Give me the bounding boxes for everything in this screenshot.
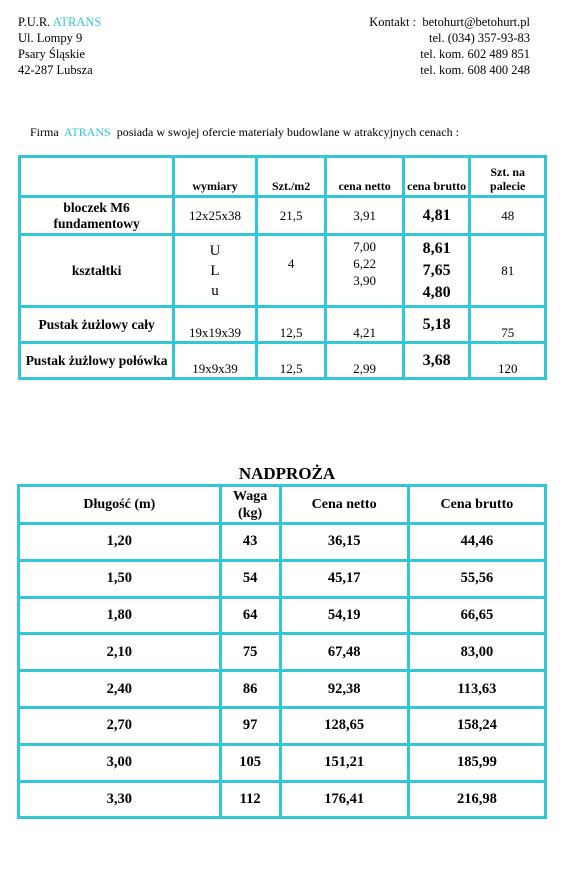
weight-cell: 64 [220, 597, 280, 634]
lintels-table [17, 484, 547, 819]
contact-email-row: Kontakt : betohurt@betohurt.pl [369, 15, 530, 29]
header-cell: Cena brutto [408, 486, 545, 524]
per-m2-cell: 4 [256, 235, 326, 307]
netto-cell: 67,48 [280, 634, 408, 671]
table-row [19, 671, 546, 708]
header-cell: cena netto [326, 157, 403, 197]
email-link[interactable]: betohurt@betohurt.pl [422, 15, 530, 29]
brutto-cell: 44,46 [408, 524, 545, 561]
length-cell: 1,50 [19, 560, 221, 597]
weight-cell: 75 [220, 634, 280, 671]
brutto-cell: 4,81 [403, 197, 470, 235]
netto-cell: 128,65 [280, 707, 408, 744]
table-row [20, 343, 546, 379]
dims-cell: 19x19x39 [174, 307, 257, 343]
netto-cell: 92,38 [280, 671, 408, 708]
dims-cell: 12x25x38 [174, 197, 257, 235]
brutto-cell: 55,56 [408, 560, 545, 597]
length-cell: 1,80 [19, 597, 221, 634]
pallet-cell: 48 [470, 197, 546, 235]
brutto-cell: 185,99 [408, 744, 545, 781]
pallet-cell: 75 [470, 307, 546, 343]
netto-cell: 4,21 [326, 307, 403, 343]
materials-table [18, 155, 547, 380]
table-row [19, 781, 546, 818]
header-cell: wymiary [174, 157, 257, 197]
product-name: bloczek M6 fundamentowy [20, 197, 174, 235]
per-m2-cell: 12,5 [256, 307, 326, 343]
table-row [19, 524, 546, 561]
lintels-body [19, 524, 546, 818]
netto-cell: 3,91 [326, 197, 403, 235]
table-row [20, 307, 546, 343]
header-cell: Długość (m) [19, 486, 221, 524]
brutto-cell: 3,68 [403, 343, 470, 379]
header-cell: Szt./m2 [256, 157, 326, 197]
brutto-cell: 8,61 7,65 4,80 [403, 235, 470, 307]
netto-cell: 176,41 [280, 781, 408, 818]
per-m2-cell: 12,5 [256, 343, 326, 379]
address-line: Psary Śląskie [18, 47, 86, 61]
length-cell: 3,30 [19, 781, 221, 818]
weight-cell: 43 [220, 524, 280, 561]
netto-cell: 54,19 [280, 597, 408, 634]
weight-cell: 86 [220, 671, 280, 708]
length-cell: 3,00 [19, 744, 221, 781]
brutto-cell: 66,65 [408, 597, 545, 634]
header-cell: Waga (kg) [220, 486, 280, 524]
pallet-cell: 120 [470, 343, 546, 379]
length-cell: 2,70 [19, 707, 221, 744]
table-row [20, 197, 546, 235]
header-cell: cena brutto [403, 157, 470, 197]
weight-cell: 54 [220, 560, 280, 597]
table-row [19, 597, 546, 634]
company-block [18, 14, 101, 78]
dims-cell: 19x9x39 [174, 343, 257, 379]
address-line: Ul. Lompy 9 [18, 31, 83, 45]
per-m2-cell: 21,5 [256, 197, 326, 235]
table-row [19, 560, 546, 597]
phone-line: tel. kom. 608 400 248 [420, 63, 530, 77]
brutto-cell: 83,00 [408, 634, 545, 671]
contact-block [369, 14, 530, 78]
length-cell: 2,40 [19, 671, 221, 708]
intro-text: Firma ATRANS posiada w swojej ofercie materiały budowlane w atrakcyjnych cenach : [30, 125, 459, 139]
product-name: Pustak żużlowy połówka [20, 343, 174, 379]
phone-line: tel. (034) 357-93-83 [428, 31, 530, 45]
company-name: P.U.R. ATRANS [18, 15, 102, 29]
header-cell: Cena netto [280, 486, 408, 524]
table-row [19, 634, 546, 671]
netto-cell: 151,21 [280, 744, 408, 781]
dims-cell: U L u [174, 235, 257, 307]
table-header-row [20, 157, 546, 197]
table-header-row [19, 486, 546, 524]
brutto-cell: 158,24 [408, 707, 545, 744]
netto-cell: 36,15 [280, 524, 408, 561]
netto-cell: 2,99 [326, 343, 403, 379]
table-row [19, 744, 546, 781]
address-line: 42-287 Lubsza [18, 63, 93, 77]
lintels-title: NADPROŻA [238, 464, 336, 483]
brutto-cell: 113,63 [408, 671, 545, 708]
netto-cell: 45,17 [280, 560, 408, 597]
product-name: kształtki [20, 235, 174, 307]
brutto-cell: 216,98 [408, 781, 545, 818]
weight-cell: 105 [220, 744, 280, 781]
pallet-cell: 81 [470, 235, 546, 307]
table-row [20, 235, 546, 307]
header-cell [20, 157, 174, 197]
weight-cell: 112 [220, 781, 280, 818]
weight-cell: 97 [220, 707, 280, 744]
brand-name: ATRANS [52, 15, 102, 29]
phone-line: tel. kom. 602 489 851 [420, 47, 530, 61]
table-row [19, 707, 546, 744]
brutto-cell: 5,18 [403, 307, 470, 343]
netto-cell: 7,00 6,22 3,90 [326, 235, 403, 307]
product-name: Pustak żużlowy cały [20, 307, 174, 343]
header-cell: Szt. na palecie [470, 157, 546, 197]
length-cell: 1,20 [19, 524, 221, 561]
length-cell: 2,10 [19, 634, 221, 671]
